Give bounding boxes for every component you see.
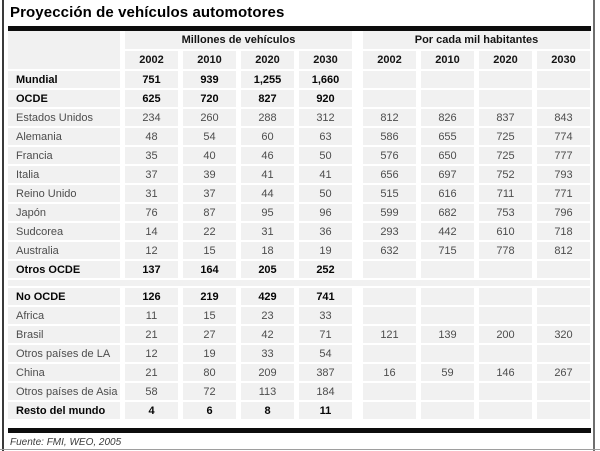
bottom-border-line — [0, 449, 600, 450]
per-thousand-value-cell — [479, 288, 532, 305]
table-row — [8, 261, 590, 278]
per-thousand-value-cell — [537, 345, 590, 362]
row-label: Otros países de LA — [8, 345, 120, 362]
group-header-row — [8, 31, 590, 49]
table-row — [8, 345, 590, 362]
per-thousand-value-cell: 586 — [363, 128, 416, 145]
per-thousand-value-cell — [421, 90, 474, 107]
per-thousand-value-cell — [421, 288, 474, 305]
millions-value-cell: 33 — [241, 345, 294, 362]
millions-value-cell: 260 — [183, 109, 236, 126]
group-header-millions: Millones de vehículos — [125, 31, 352, 49]
millions-value-cell: 41 — [299, 166, 352, 183]
group-gap — [357, 147, 358, 164]
year-header: 2020 — [241, 51, 294, 69]
millions-value-cell: 11 — [299, 402, 352, 419]
group-gap — [357, 326, 358, 343]
millions-value-cell: 50 — [299, 147, 352, 164]
row-label: Alemania — [8, 128, 120, 145]
per-thousand-value-cell: 146 — [479, 364, 532, 381]
per-thousand-value-cell: 697 — [421, 166, 474, 183]
group-header-per-thousand: Por cada mil habitantes — [363, 31, 590, 49]
millions-value-cell: 60 — [241, 128, 294, 145]
row-label: Resto del mundo — [8, 402, 120, 419]
per-thousand-value-cell — [421, 345, 474, 362]
millions-value-cell: 137 — [125, 261, 178, 278]
per-thousand-value-cell — [537, 402, 590, 419]
millions-value-cell: 252 — [299, 261, 352, 278]
per-thousand-value-cell: 682 — [421, 204, 474, 221]
group-gap — [357, 31, 358, 69]
millions-value-cell: 1,660 — [299, 71, 352, 88]
per-thousand-value-cell: 711 — [479, 185, 532, 202]
per-thousand-value-cell: 715 — [421, 242, 474, 259]
vehicle-projection-table — [3, 29, 595, 421]
per-thousand-value-cell — [479, 90, 532, 107]
per-thousand-value-cell: 718 — [537, 223, 590, 240]
per-thousand-value-cell: 610 — [479, 223, 532, 240]
row-label: Brasil — [8, 326, 120, 343]
millions-value-cell: 12 — [125, 242, 178, 259]
millions-value-cell: 751 — [125, 71, 178, 88]
group-gap — [357, 288, 358, 305]
section-spacer-row — [8, 280, 590, 286]
row-label: Estados Unidos — [8, 109, 120, 126]
per-thousand-value-cell — [363, 402, 416, 419]
millions-value-cell: 71 — [299, 326, 352, 343]
row-label: Mundial — [8, 71, 120, 88]
millions-value-cell: 14 — [125, 223, 178, 240]
table-row — [8, 128, 590, 145]
per-thousand-value-cell: 655 — [421, 128, 474, 145]
per-thousand-value-cell: 59 — [421, 364, 474, 381]
millions-value-cell: 95 — [241, 204, 294, 221]
per-thousand-value-cell — [363, 71, 416, 88]
table-row — [8, 383, 590, 400]
millions-value-cell: 96 — [299, 204, 352, 221]
row-label: Otros OCDE — [8, 261, 120, 278]
table-row — [8, 402, 590, 419]
year-header: 2002 — [125, 51, 178, 69]
table-row — [8, 166, 590, 183]
per-thousand-value-cell — [479, 71, 532, 88]
per-thousand-value-cell: 16 — [363, 364, 416, 381]
per-thousand-value-cell: 725 — [479, 147, 532, 164]
per-thousand-value-cell: 753 — [479, 204, 532, 221]
per-thousand-value-cell — [537, 261, 590, 278]
row-label: Australia — [8, 242, 120, 259]
per-thousand-value-cell — [537, 383, 590, 400]
millions-value-cell: 164 — [183, 261, 236, 278]
millions-value-cell: 58 — [125, 383, 178, 400]
per-thousand-value-cell — [537, 71, 590, 88]
per-thousand-value-cell — [479, 307, 532, 324]
year-header: 2030 — [299, 51, 352, 69]
millions-value-cell: 54 — [183, 128, 236, 145]
per-thousand-value-cell: 616 — [421, 185, 474, 202]
per-thousand-value-cell: 656 — [363, 166, 416, 183]
millions-value-cell: 15 — [183, 242, 236, 259]
group-gap — [357, 383, 358, 400]
group-gap — [357, 261, 358, 278]
table-row — [8, 71, 590, 88]
group-gap — [357, 402, 358, 419]
millions-value-cell: 234 — [125, 109, 178, 126]
group-gap — [357, 128, 358, 145]
per-thousand-value-cell — [421, 402, 474, 419]
millions-value-cell: 40 — [183, 147, 236, 164]
millions-value-cell: 18 — [241, 242, 294, 259]
per-thousand-value-cell: 812 — [363, 109, 416, 126]
row-label: OCDE — [8, 90, 120, 107]
row-label: China — [8, 364, 120, 381]
per-thousand-value-cell: 725 — [479, 128, 532, 145]
millions-value-cell: 219 — [183, 288, 236, 305]
group-gap — [357, 109, 358, 126]
table-row — [8, 288, 590, 305]
per-thousand-value-cell: 771 — [537, 185, 590, 202]
per-thousand-value-cell — [479, 345, 532, 362]
table-row — [8, 109, 590, 126]
row-label: Japón — [8, 204, 120, 221]
millions-value-cell: 76 — [125, 204, 178, 221]
group-gap — [357, 204, 358, 221]
millions-value-cell: 54 — [299, 345, 352, 362]
per-thousand-value-cell — [479, 402, 532, 419]
millions-value-cell: 184 — [299, 383, 352, 400]
per-thousand-value-cell: 121 — [363, 326, 416, 343]
table-row — [8, 364, 590, 381]
millions-value-cell: 8 — [241, 402, 294, 419]
per-thousand-value-cell: 793 — [537, 166, 590, 183]
millions-value-cell: 12 — [125, 345, 178, 362]
row-label: Africa — [8, 307, 120, 324]
millions-value-cell: 36 — [299, 223, 352, 240]
source-note: Fuente: FMI, WEO, 2005 — [10, 437, 122, 448]
per-thousand-value-cell — [363, 90, 416, 107]
millions-value-cell: 429 — [241, 288, 294, 305]
per-thousand-value-cell — [363, 307, 416, 324]
millions-value-cell: 80 — [183, 364, 236, 381]
millions-value-cell: 22 — [183, 223, 236, 240]
per-thousand-value-cell: 826 — [421, 109, 474, 126]
millions-value-cell: 4 — [125, 402, 178, 419]
millions-value-cell: 44 — [241, 185, 294, 202]
millions-value-cell: 50 — [299, 185, 352, 202]
per-thousand-value-cell: 778 — [479, 242, 532, 259]
per-thousand-value-cell: 267 — [537, 364, 590, 381]
millions-value-cell: 720 — [183, 90, 236, 107]
millions-value-cell: 31 — [241, 223, 294, 240]
millions-value-cell: 19 — [183, 345, 236, 362]
per-thousand-value-cell: 632 — [363, 242, 416, 259]
table-row — [8, 307, 590, 324]
millions-value-cell: 37 — [125, 166, 178, 183]
per-thousand-value-cell: 442 — [421, 223, 474, 240]
per-thousand-value-cell: 320 — [537, 326, 590, 343]
millions-value-cell: 87 — [183, 204, 236, 221]
millions-value-cell: 1,255 — [241, 71, 294, 88]
millions-value-cell: 15 — [183, 307, 236, 324]
group-gap — [357, 242, 358, 259]
millions-value-cell: 827 — [241, 90, 294, 107]
millions-value-cell: 205 — [241, 261, 294, 278]
per-thousand-value-cell: 752 — [479, 166, 532, 183]
millions-value-cell: 21 — [125, 326, 178, 343]
per-thousand-value-cell — [363, 288, 416, 305]
row-label: No OCDE — [8, 288, 120, 305]
per-thousand-value-cell — [363, 383, 416, 400]
per-thousand-value-cell: 843 — [537, 109, 590, 126]
corner-cell — [8, 31, 120, 69]
per-thousand-value-cell — [363, 345, 416, 362]
row-label: Francia — [8, 147, 120, 164]
table-row — [8, 326, 590, 343]
table-row — [8, 90, 590, 107]
millions-value-cell: 27 — [183, 326, 236, 343]
per-thousand-value-cell: 515 — [363, 185, 416, 202]
millions-value-cell: 939 — [183, 71, 236, 88]
millions-value-cell: 288 — [241, 109, 294, 126]
millions-value-cell: 21 — [125, 364, 178, 381]
group-gap — [357, 345, 358, 362]
year-header: 2010 — [183, 51, 236, 69]
millions-value-cell: 37 — [183, 185, 236, 202]
millions-value-cell: 113 — [241, 383, 294, 400]
millions-value-cell: 42 — [241, 326, 294, 343]
millions-value-cell: 31 — [125, 185, 178, 202]
per-thousand-value-cell: 650 — [421, 147, 474, 164]
millions-value-cell: 48 — [125, 128, 178, 145]
per-thousand-value-cell: 200 — [479, 326, 532, 343]
table-row — [8, 185, 590, 202]
group-gap — [357, 166, 358, 183]
group-gap — [357, 364, 358, 381]
row-label: Otros países de Asia — [8, 383, 120, 400]
section-spacer-cell — [8, 280, 590, 286]
per-thousand-value-cell — [363, 261, 416, 278]
group-gap — [357, 71, 358, 88]
per-thousand-value-cell — [421, 383, 474, 400]
row-label: Sudcorea — [8, 223, 120, 240]
millions-value-cell: 126 — [125, 288, 178, 305]
per-thousand-value-cell: 599 — [363, 204, 416, 221]
millions-value-cell: 35 — [125, 147, 178, 164]
millions-value-cell: 11 — [125, 307, 178, 324]
year-header: 2002 — [363, 51, 416, 69]
year-header: 2010 — [421, 51, 474, 69]
group-gap — [357, 307, 358, 324]
millions-value-cell: 209 — [241, 364, 294, 381]
per-thousand-value-cell — [421, 261, 474, 278]
per-thousand-value-cell — [421, 71, 474, 88]
millions-value-cell: 19 — [299, 242, 352, 259]
millions-value-cell: 63 — [299, 128, 352, 145]
year-header: 2020 — [479, 51, 532, 69]
table-body — [8, 71, 590, 419]
millions-value-cell: 387 — [299, 364, 352, 381]
per-thousand-value-cell: 777 — [537, 147, 590, 164]
per-thousand-value-cell: 576 — [363, 147, 416, 164]
millions-value-cell: 46 — [241, 147, 294, 164]
per-thousand-value-cell: 837 — [479, 109, 532, 126]
table-row — [8, 242, 590, 259]
table-row — [8, 223, 590, 240]
group-gap — [357, 185, 358, 202]
millions-value-cell: 33 — [299, 307, 352, 324]
per-thousand-value-cell — [479, 383, 532, 400]
millions-value-cell: 41 — [241, 166, 294, 183]
per-thousand-value-cell: 774 — [537, 128, 590, 145]
group-gap — [357, 90, 358, 107]
per-thousand-value-cell: 796 — [537, 204, 590, 221]
millions-value-cell: 23 — [241, 307, 294, 324]
millions-value-cell: 6 — [183, 402, 236, 419]
table-row — [8, 147, 590, 164]
per-thousand-value-cell: 812 — [537, 242, 590, 259]
bottom-rule — [8, 428, 591, 433]
group-gap — [357, 223, 358, 240]
millions-value-cell: 920 — [299, 90, 352, 107]
per-thousand-value-cell — [537, 90, 590, 107]
per-thousand-value-cell — [537, 307, 590, 324]
millions-value-cell: 39 — [183, 166, 236, 183]
millions-value-cell: 312 — [299, 109, 352, 126]
table-row — [8, 204, 590, 221]
millions-value-cell: 625 — [125, 90, 178, 107]
millions-value-cell: 72 — [183, 383, 236, 400]
page-title: Proyección de vehículos automotores — [10, 4, 285, 21]
per-thousand-value-cell — [537, 288, 590, 305]
millions-value-cell: 741 — [299, 288, 352, 305]
per-thousand-value-cell: 139 — [421, 326, 474, 343]
per-thousand-value-cell — [421, 307, 474, 324]
year-header: 2030 — [537, 51, 590, 69]
row-label: Reino Unido — [8, 185, 120, 202]
per-thousand-value-cell: 293 — [363, 223, 416, 240]
row-label: Italia — [8, 166, 120, 183]
per-thousand-value-cell — [479, 261, 532, 278]
